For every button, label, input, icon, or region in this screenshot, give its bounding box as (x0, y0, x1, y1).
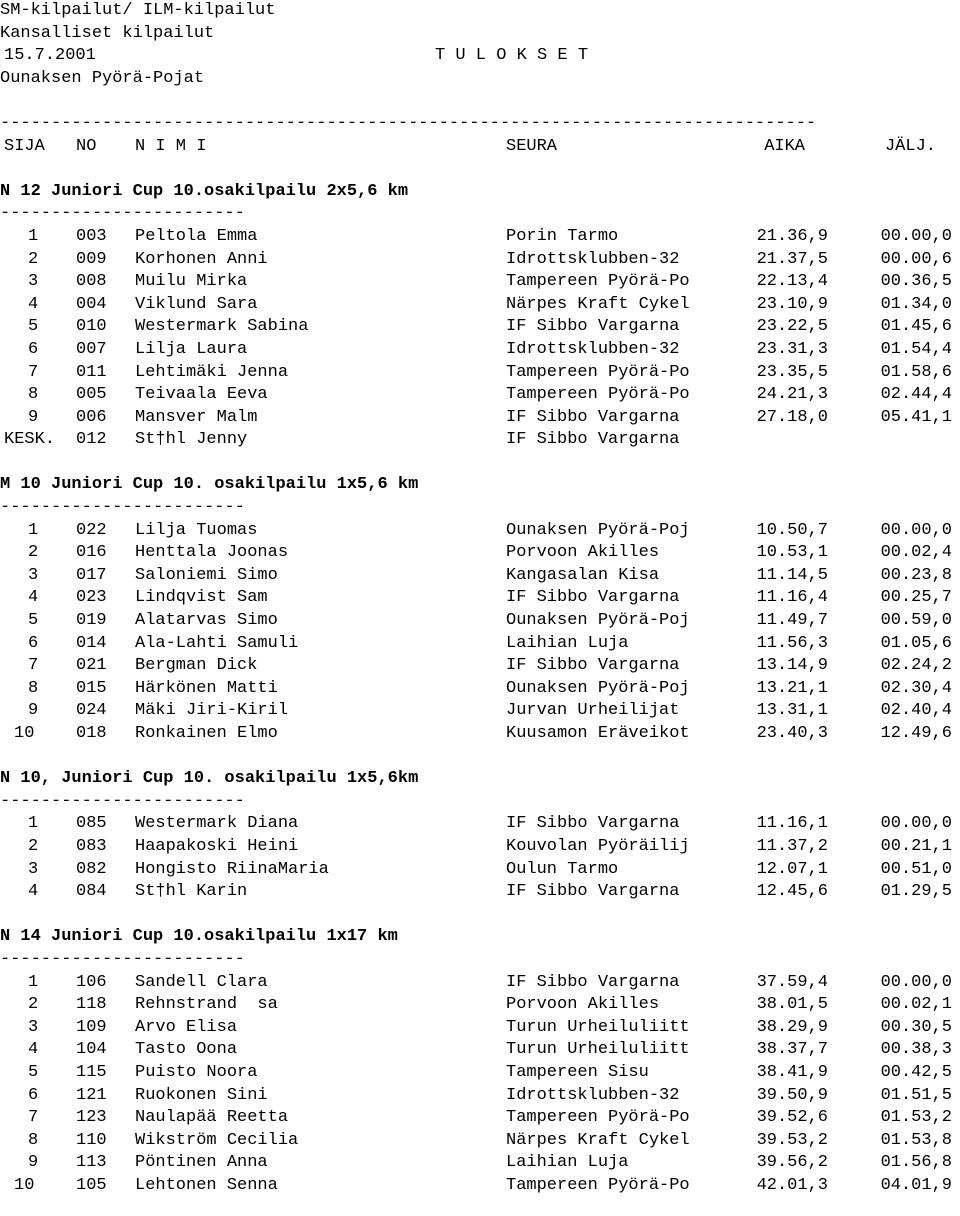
cell-nimi: Ala-Lahti Samuli (135, 633, 299, 653)
cell-aika: 12.45,6 (756, 882, 828, 902)
cell-seura: Porvoon Akilles (506, 543, 660, 563)
cell-no: 083 (76, 836, 107, 856)
result-row (0, 1130, 960, 1153)
cell-jalj: 00.36,5 (880, 272, 952, 292)
cell-sija: 1 (28, 520, 39, 540)
cell-seura: Tampereen Pyörä-Po (506, 1175, 690, 1195)
cell-nimi: Haapakoski Heini (135, 836, 299, 856)
cell-seura: Ounaksen Pyörä-Poj (506, 611, 690, 631)
cell-no: 005 (76, 385, 107, 405)
result-row (0, 700, 960, 723)
cell-aika: 39.56,2 (756, 1153, 828, 1173)
cell-sija: 3 (28, 1017, 39, 1037)
cell-seura: Tampereen Pyörä-Po (506, 362, 690, 382)
result-row (0, 565, 960, 588)
cell-no: 110 (76, 1130, 107, 1150)
cell-sija: 4 (28, 588, 39, 608)
cell-no: 082 (76, 859, 107, 879)
cell-nimi: Arvo Elisa (135, 1017, 238, 1037)
cell-nimi: Korhonen Anni (135, 249, 268, 269)
cell-jalj: 01.51,5 (880, 1085, 952, 1105)
result-row (0, 1062, 960, 1085)
cell-no: 017 (76, 565, 107, 585)
cell-aika: 24.21,3 (756, 385, 828, 405)
cell-nimi: Tasto Oona (135, 1040, 238, 1060)
result-row (0, 339, 960, 362)
cell-aika: 13.14,9 (756, 656, 828, 676)
col-no: NO (76, 136, 97, 156)
cell-seura: Närpes Kraft Cykel (506, 1130, 690, 1150)
result-row (0, 610, 960, 633)
result-row (0, 1017, 960, 1040)
cell-no: 024 (76, 701, 107, 721)
cell-no: 023 (76, 588, 107, 608)
cell-sija: 4 (28, 1040, 39, 1060)
cell-nimi: Lehtonen Senna (135, 1175, 278, 1195)
cell-seura: Tampereen Pyörä-Po (506, 1108, 690, 1128)
cell-seura: IF Sibbo Vargarna (506, 814, 680, 834)
cell-aika: 12.07,1 (756, 859, 828, 879)
cell-jalj: 01.54,4 (880, 339, 952, 359)
cell-nimi: Mäki Jiri-Kiril (135, 701, 289, 721)
cell-nimi: Rehnstrand sa (135, 995, 278, 1015)
cell-jalj: 05.41,1 (880, 407, 952, 427)
cell-aika: 11.16,4 (756, 588, 828, 608)
cell-jalj: 00.23,8 (880, 565, 952, 585)
cell-aika: 38.29,9 (756, 1017, 828, 1037)
cell-nimi: Lilja Laura (135, 339, 248, 359)
cell-jalj: 00.02,4 (880, 543, 952, 563)
result-row (0, 587, 960, 610)
header-separator: -------------------------------------------------------------------------------- (0, 113, 817, 133)
cell-nimi: Peltola Emma (135, 226, 258, 246)
cell-sija: 3 (28, 272, 39, 292)
cell-aika: 11.14,5 (756, 565, 828, 585)
result-row (0, 655, 960, 678)
cell-nimi: Lindqvist Sam (135, 588, 268, 608)
result-row (0, 384, 960, 407)
cell-seura: Jurvan Urheilijat (506, 701, 680, 721)
cell-seura: Närpes Kraft Cykel (506, 294, 690, 314)
cell-jalj: 02.24,2 (880, 656, 952, 676)
cell-seura: Laihian Luja (506, 633, 629, 653)
result-row (0, 249, 960, 272)
section-rule: ------------------------ (0, 949, 245, 969)
result-row (0, 1039, 960, 1062)
col-seura: SEURA (506, 136, 558, 156)
result-row (0, 972, 960, 995)
cell-jalj: 00.42,5 (880, 1062, 952, 1082)
cell-jalj: 02.40,4 (880, 701, 952, 721)
cell-jalj: 04.01,9 (880, 1175, 952, 1195)
result-row (0, 1085, 960, 1108)
cell-aika: 39.50,9 (756, 1085, 828, 1105)
cell-sija: 10 (14, 1175, 35, 1195)
cell-no: 022 (76, 520, 107, 540)
cell-jalj: 01.29,5 (880, 882, 952, 902)
result-row (0, 407, 960, 430)
results-sections (0, 181, 960, 1198)
cell-sija: 4 (28, 294, 39, 314)
cell-jalj: 00.51,0 (880, 859, 952, 879)
section-title: N 10, Juniori Cup 10. osakilpailu 1x5,6km (0, 769, 419, 789)
cell-jalj: 00.00,0 (880, 520, 952, 540)
cell-nimi: Westermark Diana (135, 814, 299, 834)
cell-aika: 10.50,7 (756, 520, 828, 540)
cell-sija: 1 (28, 972, 39, 992)
cell-aika: 37.59,4 (756, 972, 828, 992)
results-title: T U L O K S E T (435, 46, 589, 66)
cell-jalj: 00.30,5 (880, 1017, 952, 1037)
cell-sija: 8 (28, 1130, 39, 1150)
result-row (0, 294, 960, 317)
cell-seura: Idrottsklubben-32 (506, 1085, 680, 1105)
cell-no: 021 (76, 656, 107, 676)
cell-nimi: Mansver Malm (135, 407, 258, 427)
cell-no: 121 (76, 1085, 107, 1105)
cell-nimi: Muilu Mirka (135, 272, 248, 292)
cell-jalj: 01.56,8 (880, 1153, 952, 1173)
cell-no: 018 (76, 724, 107, 743)
cell-no: 115 (76, 1062, 107, 1082)
cell-nimi: Lehtimäki Jenna (135, 362, 289, 382)
col-sija: SIJA (4, 136, 45, 156)
cell-jalj: 00.00,0 (880, 226, 952, 246)
result-row (0, 316, 960, 339)
header-line-2: Kansalliset kilpailut (0, 23, 215, 43)
cell-seura: Turun Urheiluliitt (506, 1017, 690, 1037)
cell-jalj: 00.59,0 (880, 611, 952, 631)
result-row (0, 429, 960, 452)
col-nimi: N I M I (135, 136, 207, 156)
cell-no: 084 (76, 882, 107, 902)
cell-sija: 6 (28, 339, 39, 359)
organizer: Ounaksen Pyörä-Pojat (0, 68, 205, 88)
cell-seura: Idrottsklubben-32 (506, 339, 680, 359)
cell-sija: 7 (28, 1108, 39, 1128)
cell-no: 016 (76, 543, 107, 563)
cell-nimi: Puisto Noora (135, 1062, 258, 1082)
cell-seura: Tampereen Sisu (506, 1062, 649, 1082)
cell-seura: IF Sibbo Vargarna (506, 656, 680, 676)
cell-aika: 42.01,3 (756, 1175, 828, 1195)
cell-jalj: 01.34,0 (880, 294, 952, 314)
cell-seura: Tampereen Pyörä-Po (506, 272, 690, 292)
cell-no: 014 (76, 633, 107, 653)
result-row (0, 678, 960, 701)
cell-sija: 2 (28, 836, 39, 856)
cell-sija: 5 (28, 317, 39, 337)
cell-aika: 11.37,2 (756, 836, 828, 856)
cell-sija: 1 (28, 814, 39, 834)
result-row (0, 542, 960, 565)
cell-nimi: Alatarvas Simo (135, 611, 278, 631)
cell-jalj: 01.05,6 (880, 633, 952, 653)
cell-seura: IF Sibbo Vargarna (506, 882, 680, 902)
cell-jalj: 01.53,2 (880, 1108, 952, 1128)
cell-sija: 8 (28, 678, 39, 698)
cell-sija: 9 (28, 701, 39, 721)
cell-aika: 22.13,4 (756, 272, 828, 292)
cell-jalj: 02.30,4 (880, 678, 952, 698)
result-row (0, 836, 960, 859)
cell-jalj: 00.38,3 (880, 1040, 952, 1060)
cell-seura: Ounaksen Pyörä-Poj (506, 520, 690, 540)
result-row (0, 859, 960, 882)
cell-seura: Turun Urheiluliitt (506, 1040, 690, 1060)
cell-no: 109 (76, 1017, 107, 1037)
cell-sija: 7 (28, 362, 39, 382)
section-title: M 10 Juniori Cup 10. osakilpailu 1x5,6 km (0, 475, 419, 495)
cell-nimi: St†hl Jenny (135, 430, 248, 450)
result-row (0, 271, 960, 294)
cell-seura: Laihian Luja (506, 1153, 629, 1173)
cell-aika: 13.31,1 (756, 701, 828, 721)
cell-no: 007 (76, 339, 107, 359)
date-title-line (0, 45, 960, 68)
cell-sija: 2 (28, 995, 39, 1015)
cell-no: 104 (76, 1040, 107, 1060)
cell-no: 118 (76, 995, 107, 1015)
cell-aika: 11.56,3 (756, 633, 828, 653)
result-row (0, 994, 960, 1017)
cell-no: 009 (76, 249, 107, 269)
cell-nimi: Westermark Sabina (135, 317, 309, 337)
col-jalj: JÄLJ. (884, 136, 936, 156)
cell-seura: IF Sibbo Vargarna (506, 588, 680, 608)
cell-no: 006 (76, 407, 107, 427)
cell-seura: Idrottsklubben-32 (506, 249, 680, 269)
cell-sija: KESK. (4, 430, 56, 450)
cell-jalj: 00.21,1 (880, 836, 952, 856)
cell-seura: Oulun Tarmo (506, 859, 619, 879)
cell-aika: 23.22,5 (756, 317, 828, 337)
result-row (0, 362, 960, 385)
cell-jalj: 00.02,1 (880, 995, 952, 1015)
cell-aika: 39.53,2 (756, 1130, 828, 1150)
cell-aika: 13.21,1 (756, 678, 828, 698)
result-row (0, 226, 960, 249)
result-row (0, 1175, 960, 1198)
cell-seura: Kuusamon Eräveikot (506, 724, 690, 743)
section-title: N 14 Juniori Cup 10.osakilpailu 1x17 km (0, 927, 398, 947)
cell-sija: 10 (14, 724, 35, 743)
section-rule: ------------------------ (0, 204, 245, 224)
cell-seura: Kouvolan Pyöräilij (506, 836, 690, 856)
cell-aika: 23.10,9 (756, 294, 828, 314)
result-row (0, 813, 960, 836)
cell-sija: 5 (28, 611, 39, 631)
cell-nimi: Ruokonen Sini (135, 1085, 268, 1105)
cell-seura: Kangasalan Kisa (506, 565, 660, 585)
cell-aika: 11.49,7 (756, 611, 828, 631)
cell-aika: 21.37,5 (756, 249, 828, 269)
cell-sija: 1 (28, 226, 39, 246)
cell-no: 003 (76, 226, 107, 246)
cell-sija: 4 (28, 882, 39, 902)
cell-aika: 23.40,3 (756, 724, 828, 743)
cell-aika: 11.16,1 (756, 814, 828, 834)
cell-no: 106 (76, 972, 107, 992)
cell-jalj: 12.49,6 (880, 724, 952, 743)
result-row (0, 1107, 960, 1130)
cell-jalj: 00.00,0 (880, 814, 952, 834)
cell-nimi: Ronkainen Elmo (135, 724, 278, 743)
result-row (0, 633, 960, 656)
cell-sija: 7 (28, 656, 39, 676)
cell-nimi: Härkönen Matti (135, 678, 278, 698)
result-row (0, 881, 960, 904)
cell-no: 008 (76, 272, 107, 292)
result-row (0, 1152, 960, 1175)
cell-no: 010 (76, 317, 107, 337)
cell-aika: 38.01,5 (756, 995, 828, 1015)
cell-sija: 8 (28, 385, 39, 405)
section-rule: ------------------------ (0, 498, 245, 518)
cell-nimi: Teivaala Eeva (135, 385, 268, 405)
cell-aika: 39.52,6 (756, 1108, 828, 1128)
result-row (0, 723, 960, 746)
cell-no: 105 (76, 1175, 107, 1195)
cell-nimi: St†hl Karin (135, 882, 248, 902)
cell-jalj: 01.53,8 (880, 1130, 952, 1150)
cell-sija: 2 (28, 543, 39, 563)
cell-nimi: Henttala Joonas (135, 543, 289, 563)
cell-no: 085 (76, 814, 107, 834)
cell-seura: IF Sibbo Vargarna (506, 972, 680, 992)
cell-nimi: Sandell Clara (135, 972, 268, 992)
cell-seura: IF Sibbo Vargarna (506, 430, 680, 450)
cell-seura: Porin Tarmo (506, 226, 619, 246)
cell-nimi: Wikström Cecilia (135, 1130, 299, 1150)
event-date: 15.7.2001 (4, 46, 96, 66)
cell-nimi: Hongisto RiinaMaria (135, 859, 329, 879)
cell-sija: 3 (28, 859, 39, 879)
cell-jalj: 00.25,7 (880, 588, 952, 608)
cell-sija: 6 (28, 1085, 39, 1105)
cell-sija: 6 (28, 633, 39, 653)
cell-jalj: 02.44,4 (880, 385, 952, 405)
cell-nimi: Naulapää Reetta (135, 1108, 289, 1128)
column-headers (0, 136, 960, 159)
cell-jalj: 00.00,0 (880, 972, 952, 992)
cell-sija: 9 (28, 407, 39, 427)
cell-sija: 2 (28, 249, 39, 269)
cell-nimi: Bergman Dick (135, 656, 258, 676)
cell-aika: 23.31,3 (756, 339, 828, 359)
cell-jalj: 01.58,6 (880, 362, 952, 382)
cell-no: 113 (76, 1153, 107, 1173)
cell-aika: 38.37,7 (756, 1040, 828, 1060)
section-title: N 12 Juniori Cup 10.osakilpailu 2x5,6 km (0, 181, 409, 201)
cell-aika: 38.41,9 (756, 1062, 828, 1082)
section-rule: ------------------------ (0, 791, 245, 811)
result-row (0, 520, 960, 543)
cell-nimi: Saloniemi Simo (135, 565, 278, 585)
cell-aika: 23.35,5 (756, 362, 828, 382)
cell-jalj: 01.45,6 (880, 317, 952, 337)
cell-nimi: Pöntinen Anna (135, 1153, 268, 1173)
cell-aika: 27.18,0 (756, 407, 828, 427)
cell-aika: 10.53,1 (756, 543, 828, 563)
cell-nimi: Viklund Sara (135, 294, 258, 314)
cell-aika: 21.36,9 (756, 226, 828, 246)
cell-seura: Ounaksen Pyörä-Poj (506, 678, 690, 698)
cell-no: 011 (76, 362, 107, 382)
cell-seura: IF Sibbo Vargarna (506, 407, 680, 427)
cell-seura: Tampereen Pyörä-Po (506, 385, 690, 405)
cell-sija: 9 (28, 1153, 39, 1173)
cell-no: 012 (76, 430, 107, 450)
col-aika: AIKA (764, 136, 805, 156)
cell-seura: Porvoon Akilles (506, 995, 660, 1015)
cell-sija: 3 (28, 565, 39, 585)
cell-no: 019 (76, 611, 107, 631)
cell-no: 123 (76, 1108, 107, 1128)
cell-seura: IF Sibbo Vargarna (506, 317, 680, 337)
cell-no: 015 (76, 678, 107, 698)
cell-no: 004 (76, 294, 107, 314)
cell-nimi: Lilja Tuomas (135, 520, 258, 540)
header-line-1: SM-kilpailut/ ILM-kilpailut (0, 1, 276, 20)
cell-jalj: 00.00,6 (880, 249, 952, 269)
cell-sija: 5 (28, 1062, 39, 1082)
